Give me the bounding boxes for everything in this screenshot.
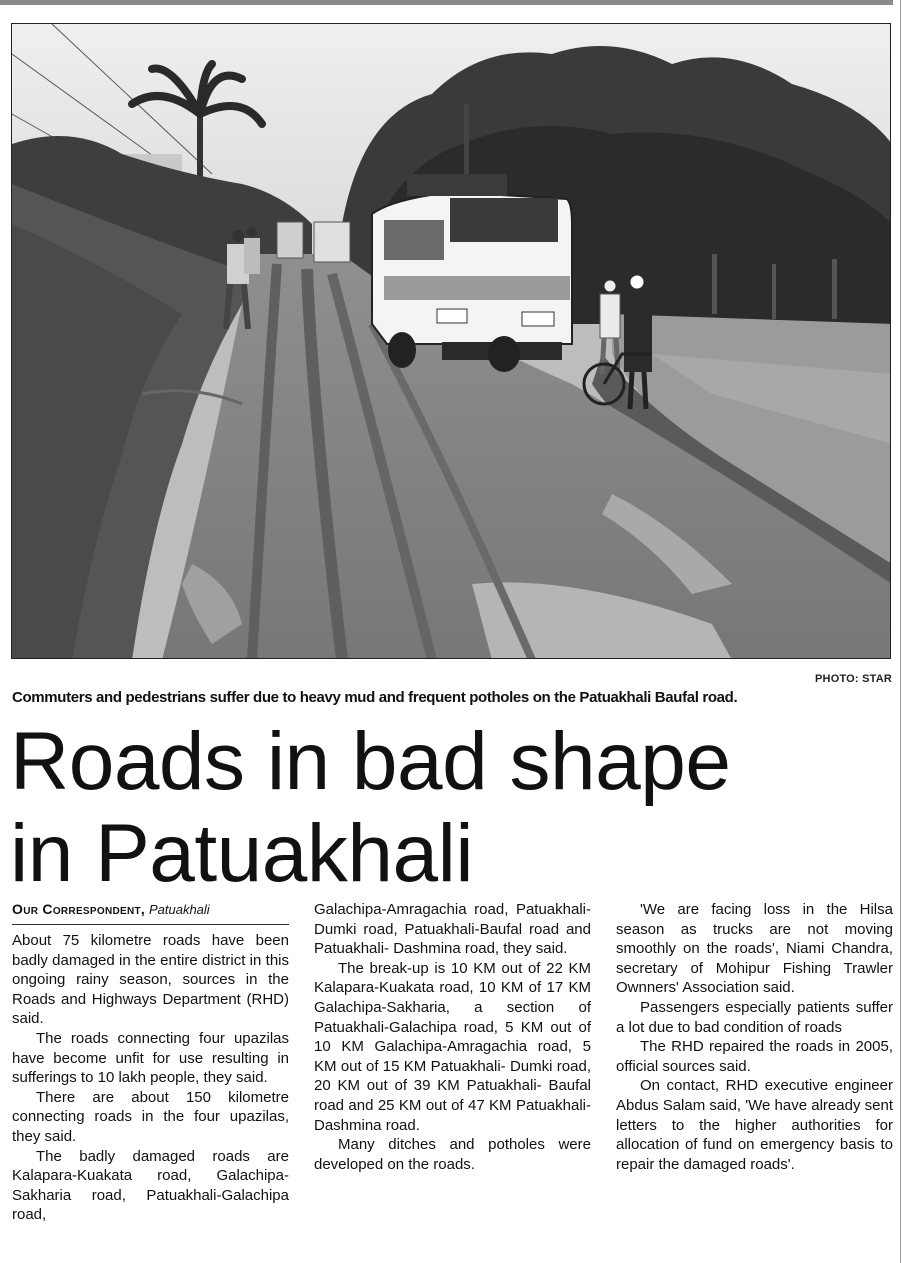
article-column-3 — [616, 900, 893, 1174]
article-column-2 — [314, 900, 591, 1174]
paragraph: The badly damaged roads are Kalapara-Kuakata road, Galachipa-Sakharia road, Patuakhali-Galachipa road, — [12, 1147, 289, 1224]
headline-line-2: in Patuakhali — [10, 808, 474, 899]
headline-line-1: Roads in bad shape — [10, 716, 731, 807]
byline-author: Our Correspondent, — [12, 901, 146, 917]
photo-credit — [815, 673, 892, 685]
paragraph: The roads connecting four upazilas have become unfit for use resulting in sufferings to 10 lakh people, they said. — [12, 1029, 289, 1087]
paragraph: The RHD repaired the roads in 2005, official sources said. — [616, 1038, 893, 1075]
news-photo — [11, 23, 891, 659]
article-column-1 — [12, 900, 289, 1225]
paragraph: On contact, RHD executive engineer Abdus Salam said, 'We have already sent letters to the higher authorities for allocation of fund on emergency basis to repair the damaged roads'. — [616, 1077, 893, 1173]
paragraph: The break-up is 10 KM out of 22 KM Kalapara-Kuakata road, 10 KM of 17 KM Galachipa-Sakharia, a section of Patuakhali-Galachipa road, 5 KM out of 10 KM Galachipa-Amragachia road, 5 KM out of 15 KM Patuakhali- Dumki road, 20 KM out of 39 KM Patuakhali- Baufal road and 25 KM out of 47 KM Patuakhali- Dashmina road. — [314, 959, 591, 1134]
photo-credit-source: STAR — [862, 673, 892, 685]
paragraph: About 75 kilometre roads have been badly damaged in the entire district in this ongoing rainy season, sources in the Roads and Highways Department (RHD) said. — [12, 932, 289, 1028]
byline — [12, 900, 289, 925]
right-border-rule — [900, 0, 901, 1263]
paragraph: Many ditches and potholes were developed on the roads. — [314, 1136, 591, 1173]
bus-illustration — [372, 174, 572, 372]
paragraph: There are about 150 kilometre connecting roads in the four upazilas, they said. — [12, 1088, 289, 1145]
byline-location: Patuakhali — [148, 902, 210, 917]
paragraph: 'We are facing loss in the Hilsa season as trucks are not moving smoothly on the roads', Niami Chandra, secretary of Mohipur Fishing Trawler Ownners' Association said. — [616, 901, 893, 997]
headline — [10, 716, 890, 900]
photo-credit-prefix: PHOTO: — [815, 673, 859, 685]
top-border-rule — [0, 0, 893, 5]
paragraph: Passengers especially patients suffer a lot due to bad condition of roads — [616, 998, 893, 1036]
paragraph: Galachipa-Amragachia road, Patuakhali- Dumki road, Patuakhali-Baufal road and Patuakhali- Dashmina road, they said. — [314, 901, 591, 958]
photo-caption: Commuters and pedestrians suffer due to heavy mud and frequent potholes on the Patuakhali Baufal road. — [12, 689, 738, 706]
